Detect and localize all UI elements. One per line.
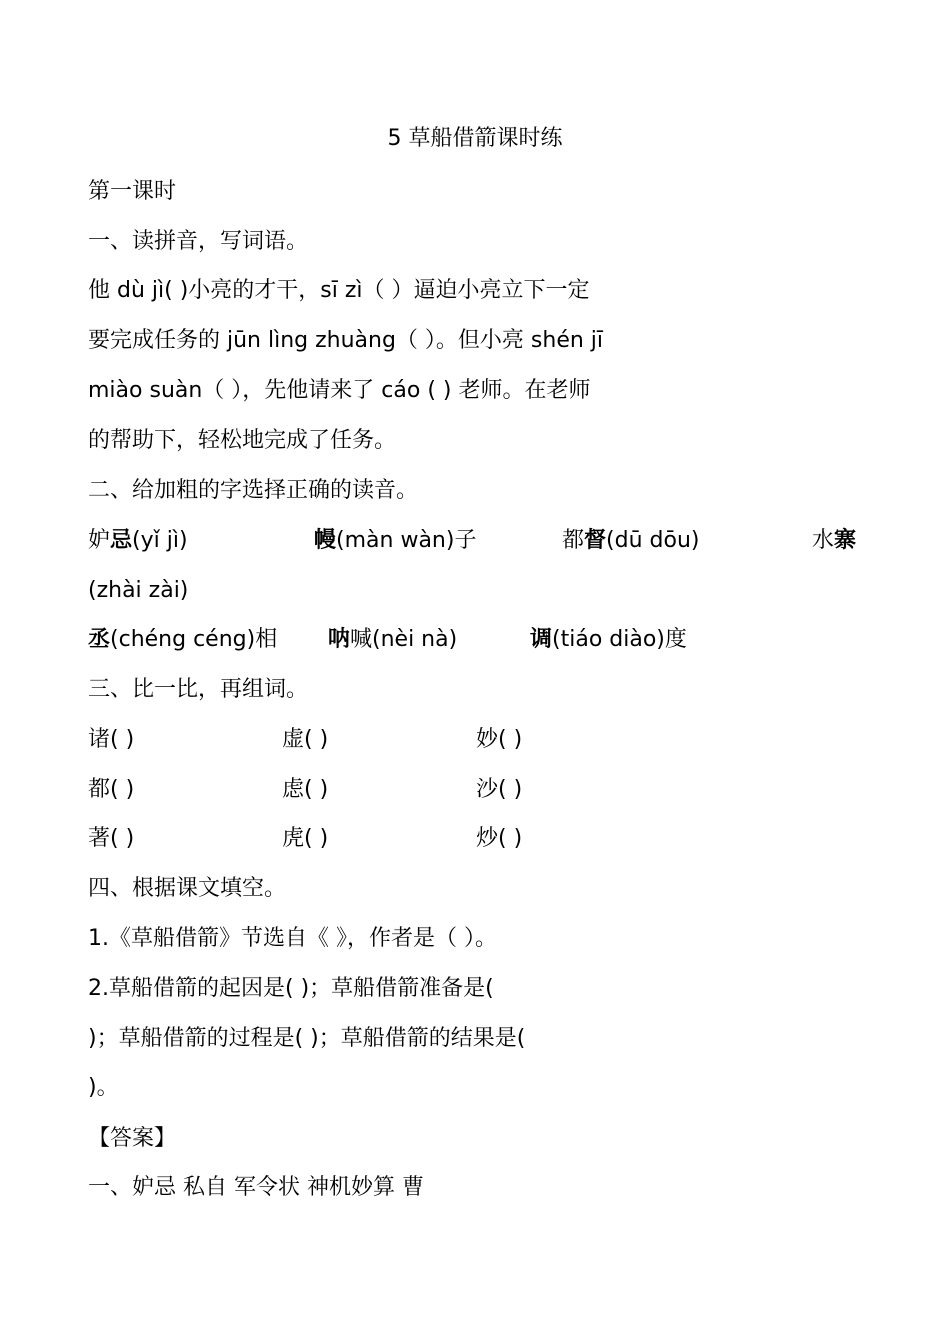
section1-line-4: 的帮助下，轻松地完成了任务。	[88, 428, 397, 453]
item-prefix: 都	[562, 528, 585, 553]
answer-line-1: 一、妒忌 私自 军令状 神机妙算 曹	[88, 1175, 424, 1200]
section1-line-2: 要完成任务的 jūn lìng zhuàng（ ）。但小亮 shén jī	[88, 328, 604, 353]
bold-char: 丞	[88, 627, 111, 652]
section4-line-2: 2.草船借箭的起因是( )；草船借箭准备是(	[88, 976, 494, 1001]
compare-cell: 虑( )	[282, 777, 329, 802]
compare-cell: 虚( )	[282, 727, 329, 752]
item-prefix: 水	[812, 528, 835, 553]
compare-cell: 沙( )	[476, 777, 523, 802]
section1-heading: 一、读拼音，写词语。	[88, 229, 309, 254]
compare-cell: 妙( )	[476, 727, 523, 752]
section4-line-4: )。	[88, 1075, 119, 1100]
bold-char: 呐	[328, 627, 351, 652]
section1-line-1: 他 dù jì( )小亮的才干，sī zì（ ）逼迫小亮立下一定	[88, 278, 590, 303]
section4-heading: 四、根据课文填空。	[88, 876, 287, 901]
pinyin-item	[88, 625, 277, 655]
compare-cell: 炒( )	[476, 826, 523, 851]
pinyin-item	[530, 625, 687, 655]
bold-char: 忌	[110, 528, 133, 553]
item-prefix: 妒	[88, 528, 111, 553]
bold-char: 寨	[834, 528, 857, 553]
item-suffix: 喊(nèi nà)	[350, 627, 458, 652]
item-suffix: (yǐ jì)	[132, 528, 188, 553]
bold-char: 幔	[314, 528, 337, 553]
section3-heading: 三、比一比，再组词。	[88, 677, 309, 702]
bold-char: 调	[530, 627, 553, 652]
page-title: 5 草船借箭课时练	[387, 126, 563, 151]
pinyin-item	[328, 625, 457, 655]
compare-cell: 都( )	[88, 777, 135, 802]
pinyin-item	[88, 526, 188, 556]
answer-heading: 【答案】	[88, 1126, 177, 1151]
section4-line-3: )；草船借箭的过程是( )；草船借箭的结果是(	[88, 1026, 526, 1051]
compare-cell: 著( )	[88, 826, 135, 851]
bold-char: 督	[584, 528, 607, 553]
section4-line-1: 1.《草船借箭》节选自《 》，作者是（ ）。	[88, 926, 497, 951]
section1-line-3: miào suàn（ ），先他请来了 cáo ( ) 老师。在老师	[88, 378, 591, 403]
item-suffix: (chéng céng)相	[110, 627, 278, 652]
pinyin-item	[562, 526, 699, 556]
item-suffix: (dū dōu)	[606, 528, 700, 553]
pinyin-item	[314, 526, 476, 556]
pinyin-item	[812, 526, 856, 556]
lesson-label: 第一课时	[88, 179, 177, 204]
item-suffix: (tiáo diào)度	[552, 627, 687, 652]
compare-cell: 虎( )	[282, 826, 329, 851]
compare-cell: 诸( )	[88, 727, 135, 752]
item-suffix: (màn wàn)子	[336, 528, 477, 553]
section2-heading: 二、给加粗的字选择正确的读音。	[88, 478, 419, 503]
pinyin-item-continuation: (zhài zài)	[88, 578, 189, 603]
